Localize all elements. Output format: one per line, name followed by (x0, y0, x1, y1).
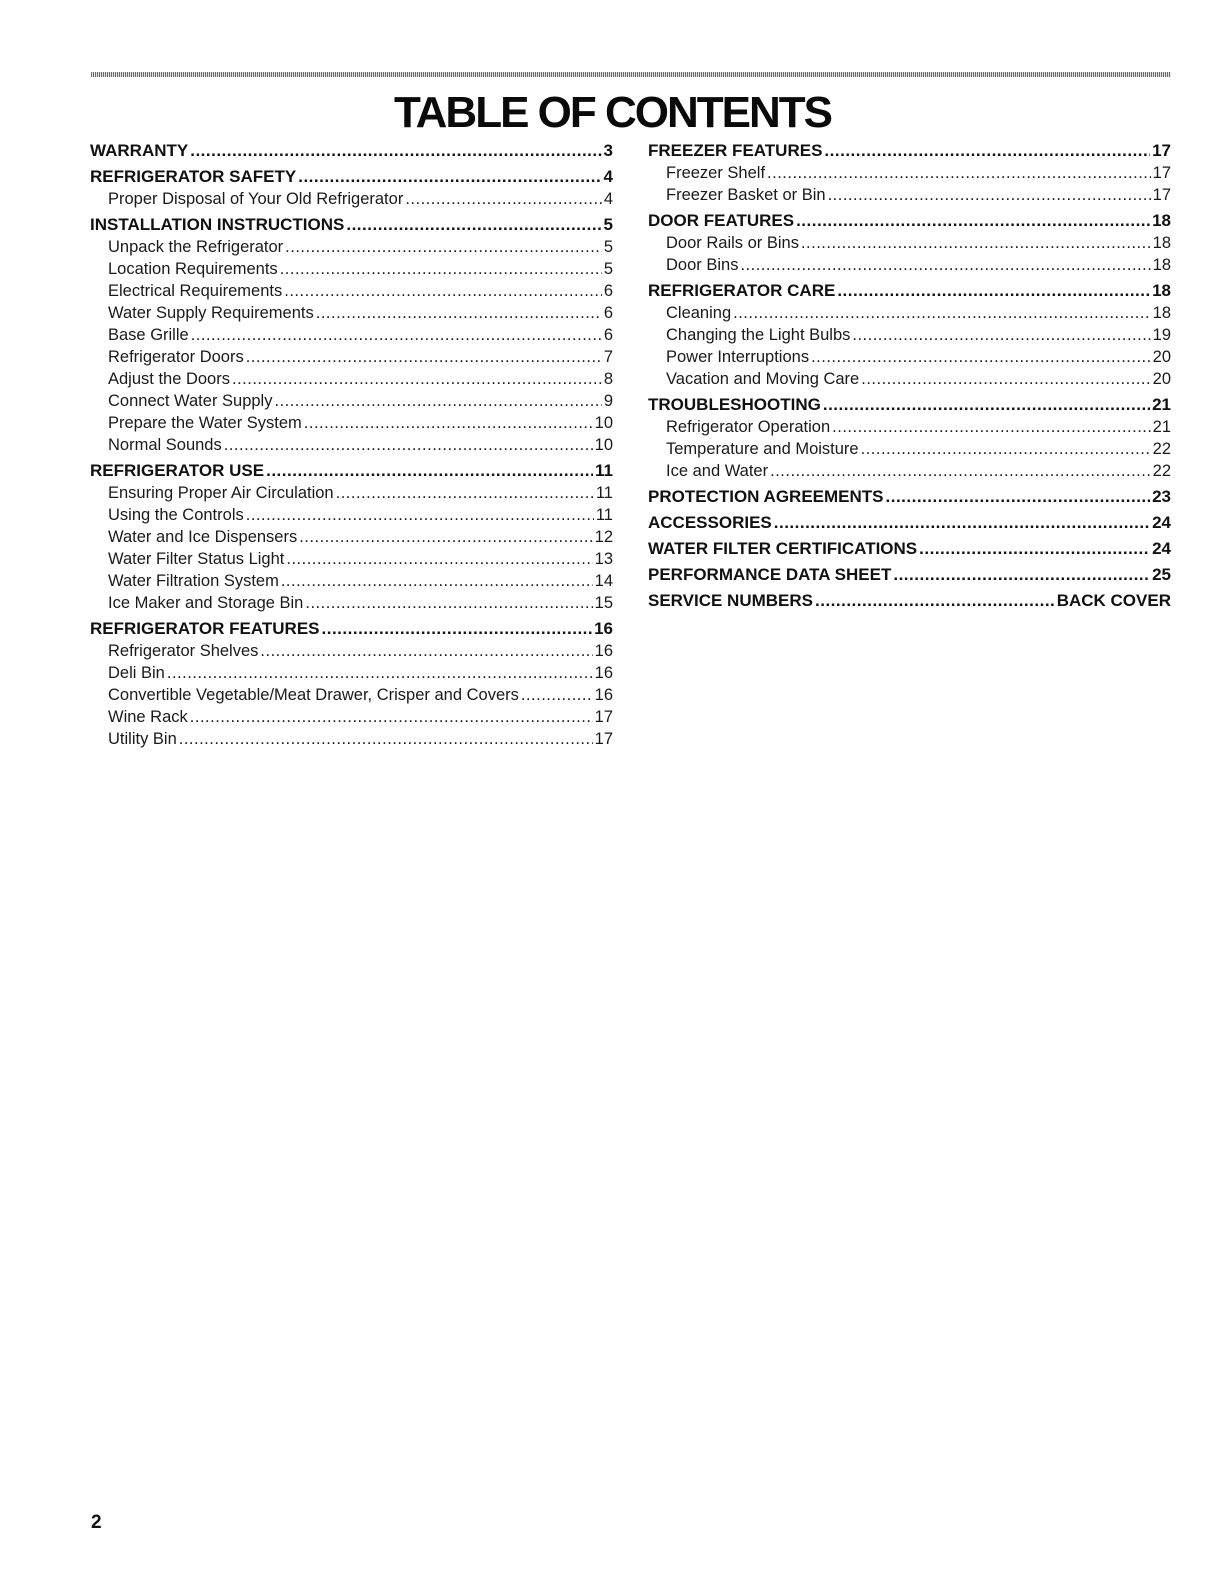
toc-entry-page: 11 (595, 461, 613, 480)
toc-entry-power-interruptions[interactable] (648, 346, 1171, 368)
toc-entry-label: Deli Bin (108, 664, 165, 682)
toc-entry-freezer-features[interactable] (648, 140, 1171, 162)
toc-entry-warranty[interactable] (90, 140, 613, 162)
toc-entry-label: Ice Maker and Storage Bin (108, 594, 304, 612)
toc-entry-page: 8 (603, 370, 613, 388)
dot-leader (346, 214, 601, 236)
toc-entry-page: 17 (1152, 186, 1171, 204)
toc-entry-page: 18 (1152, 304, 1171, 322)
toc-entry-page: 24 (1152, 513, 1171, 532)
toc-entry-page: 17 (1152, 164, 1171, 182)
dot-leader (280, 258, 602, 280)
toc-entry-installation-instructions[interactable] (90, 214, 613, 236)
toc-entry-label: Utility Bin (108, 730, 177, 748)
dot-leader (811, 346, 1151, 368)
toc-entry-unpack-the-refrigerator[interactable] (90, 236, 613, 258)
toc-entry-refrigerator-operation[interactable] (648, 416, 1171, 438)
toc-entry-label: ACCESSORIES (648, 513, 772, 532)
toc-entry-water-and-ice-dispensers[interactable] (90, 526, 613, 548)
dot-leader (801, 232, 1151, 254)
header-rule (91, 72, 1171, 77)
toc-entry-page: 18 (1152, 211, 1171, 230)
toc-entry-performance-data-sheet[interactable] (648, 564, 1171, 586)
toc-entry-page: 23 (1152, 487, 1171, 506)
toc-entry-page: 13 (594, 550, 613, 568)
toc-entry-label: Freezer Shelf (666, 164, 766, 182)
toc-entry-page: 4 (603, 190, 613, 208)
toc-entry-normal-sounds[interactable] (90, 434, 613, 456)
toc-entry-page: 6 (603, 304, 613, 322)
toc-entry-page: 22 (1152, 462, 1171, 480)
toc-entry-refrigerator-shelves[interactable] (90, 640, 613, 662)
toc-entry-page: 10 (594, 414, 613, 432)
toc-entry-page: 20 (1152, 370, 1171, 388)
toc-entry-freezer-shelf[interactable] (648, 162, 1171, 184)
toc-entry-page: BACK COVER (1056, 591, 1171, 610)
toc-entry-base-grille[interactable] (90, 324, 613, 346)
toc-entry-page: 17 (594, 730, 613, 748)
toc-entry-adjust-the-doors[interactable] (90, 368, 613, 390)
toc-entry-page: 11 (595, 506, 613, 524)
dot-leader (286, 548, 592, 570)
dot-leader (260, 640, 592, 662)
dot-leader (322, 618, 593, 640)
dot-leader (179, 728, 593, 750)
toc-entry-page: 5 (603, 238, 613, 256)
dot-leader (167, 662, 593, 684)
toc-entry-page: 11 (595, 484, 613, 502)
toc-entry-label: Refrigerator Operation (666, 418, 831, 436)
toc-entry-connect-water-supply[interactable] (90, 390, 613, 412)
toc-entry-refrigerator-features[interactable] (90, 618, 613, 640)
toc-entry-door-rails-or-bins[interactable] (648, 232, 1171, 254)
toc-entry-location-requirements[interactable] (90, 258, 613, 280)
toc-entry-page: 5 (603, 215, 613, 234)
dot-leader (861, 368, 1150, 390)
dot-leader (824, 140, 1150, 162)
toc-entry-label: SERVICE NUMBERS (648, 591, 813, 610)
toc-entry-label: Adjust the Doors (108, 370, 230, 388)
toc-entry-label: Ice and Water (666, 462, 769, 480)
dot-leader (304, 412, 593, 434)
toc-entry-page: 9 (603, 392, 613, 410)
toc-entry-page: 4 (603, 167, 613, 186)
toc-entry-label: Connect Water Supply (108, 392, 273, 410)
dot-leader (190, 706, 593, 728)
dot-leader (305, 592, 592, 614)
toc-entry-label: Water Supply Requirements (108, 304, 314, 322)
toc-entry-page: 17 (594, 708, 613, 726)
toc-entry-using-the-controls[interactable] (90, 504, 613, 526)
toc-left-column (90, 140, 613, 750)
toc-entry-page: 16 (594, 686, 613, 704)
toc-entry-protection-agreements[interactable] (648, 486, 1171, 508)
dot-leader (284, 280, 602, 302)
toc-entry-page: 14 (594, 572, 613, 590)
toc-entry-page: 22 (1152, 440, 1171, 458)
dot-leader (796, 210, 1150, 232)
toc-entry-label: Base Grille (108, 326, 189, 344)
toc-entry-label: REFRIGERATOR CARE (648, 281, 836, 300)
toc-entry-label: Changing the Light Bulbs (666, 326, 851, 344)
dot-leader (274, 390, 601, 412)
toc-entry-page: 17 (1152, 141, 1171, 160)
dot-leader (285, 236, 602, 258)
toc-entry-ice-and-water[interactable] (648, 460, 1171, 482)
dot-leader (767, 162, 1151, 184)
dot-leader (521, 684, 593, 706)
toc-entry-convertible-vegetable-meat-drawer-crisper-and-covers[interactable] (90, 684, 613, 706)
toc-entry-page: 7 (603, 348, 613, 366)
toc-entry-proper-disposal-of-your-old-refrigerator[interactable] (90, 188, 613, 210)
toc-entry-door-bins[interactable] (648, 254, 1171, 276)
toc-entry-page: 21 (1152, 395, 1171, 414)
dot-leader (191, 324, 602, 346)
toc-entry-ice-maker-and-storage-bin[interactable] (90, 592, 613, 614)
toc-entry-page: 21 (1152, 418, 1171, 436)
dot-leader (299, 526, 592, 548)
toc-entry-service-numbers[interactable] (648, 590, 1171, 612)
toc-entry-page: 12 (594, 528, 613, 546)
toc-entry-page: 18 (1152, 281, 1171, 300)
toc-entry-refrigerator-doors[interactable] (90, 346, 613, 368)
toc-entry-page: 24 (1152, 539, 1171, 558)
toc-entry-page: 15 (594, 594, 613, 612)
toc-entry-label: Water and Ice Dispensers (108, 528, 298, 546)
toc-entry-label: WATER FILTER CERTIFICATIONS (648, 539, 918, 558)
toc-entry-label: DOOR FEATURES (648, 211, 795, 230)
toc-entry-label: REFRIGERATOR FEATURES (90, 619, 320, 638)
toc-entry-label: Ensuring Proper Air Circulation (108, 484, 334, 502)
toc-entry-label: Refrigerator Shelves (108, 642, 259, 660)
toc-entry-wine-rack[interactable] (90, 706, 613, 728)
toc-entry-temperature-and-moisture[interactable] (648, 438, 1171, 460)
dot-leader (281, 570, 593, 592)
dot-leader (246, 346, 602, 368)
toc-entry-label: Convertible Vegetable/Meat Drawer, Crisper and Covers (108, 686, 519, 704)
toc-entry-door-features[interactable] (648, 210, 1171, 232)
toc-entry-label: Unpack the Refrigerator (108, 238, 284, 256)
toc-entry-troubleshooting[interactable] (648, 394, 1171, 416)
toc-right-column (648, 140, 1171, 612)
toc-entry-page: 6 (603, 282, 613, 300)
toc-entry-utility-bin[interactable] (90, 728, 613, 750)
dot-leader (316, 302, 602, 324)
toc-entry-label: Normal Sounds (108, 436, 222, 454)
toc-entry-label: REFRIGERATOR SAFETY (90, 167, 297, 186)
toc-entry-label: Water Filtration System (108, 572, 279, 590)
toc-entry-refrigerator-care[interactable] (648, 280, 1171, 302)
toc-entry-electrical-requirements[interactable] (90, 280, 613, 302)
dot-leader (886, 486, 1151, 508)
dot-leader (266, 460, 593, 482)
toc-entry-refrigerator-safety[interactable] (90, 166, 613, 188)
toc-entry-label: Proper Disposal of Your Old Refrigerator (108, 190, 404, 208)
toc-entry-label: Prepare the Water System (108, 414, 302, 432)
dot-leader (815, 590, 1055, 612)
toc-entry-label: Location Requirements (108, 260, 278, 278)
toc-entry-page: 6 (603, 326, 613, 344)
toc-entry-label: Using the Controls (108, 506, 244, 524)
toc-entry-label: Freezer Basket or Bin (666, 186, 826, 204)
toc-entry-page: 16 (594, 664, 613, 682)
toc-entry-label: INSTALLATION INSTRUCTIONS (90, 215, 345, 234)
dot-leader (405, 188, 601, 210)
toc-entry-deli-bin[interactable] (90, 662, 613, 684)
toc-entry-label: PERFORMANCE DATA SHEET (648, 565, 892, 584)
toc-entry-page: 3 (603, 141, 613, 160)
toc-entry-vacation-and-moving-care[interactable] (648, 368, 1171, 390)
page-title: TABLE OF CONTENTS (394, 88, 831, 137)
dot-leader (336, 482, 594, 504)
toc-entry-label: Refrigerator Doors (108, 348, 244, 366)
toc-entry-page: 18 (1152, 256, 1171, 274)
toc-entry-page: 19 (1152, 326, 1171, 344)
toc-entry-water-filter-status-light[interactable] (90, 548, 613, 570)
toc-entry-label: PROTECTION AGREEMENTS (648, 487, 884, 506)
toc-entry-refrigerator-use[interactable] (90, 460, 613, 482)
toc-entry-label: Temperature and Moisture (666, 440, 859, 458)
toc-entry-label: Electrical Requirements (108, 282, 283, 300)
dot-leader (832, 416, 1150, 438)
toc-entry-page: 18 (1152, 234, 1171, 252)
toc-entry-water-filtration-system[interactable] (90, 570, 613, 592)
dot-leader (823, 394, 1150, 416)
dot-leader (246, 504, 594, 526)
toc-entry-cleaning[interactable] (648, 302, 1171, 324)
dot-leader (893, 564, 1150, 586)
toc-entry-label: Door Rails or Bins (666, 234, 799, 252)
toc-entry-label: Vacation and Moving Care (666, 370, 860, 388)
toc-entry-label: Door Bins (666, 256, 739, 274)
toc-entry-label: WARRANTY (90, 141, 189, 160)
toc-entry-prepare-the-water-system[interactable] (90, 412, 613, 434)
toc-entry-accessories[interactable] (648, 512, 1171, 534)
toc-entry-water-filter-certifications[interactable] (648, 538, 1171, 560)
dot-leader (861, 438, 1151, 460)
toc-entry-label: Power Interruptions (666, 348, 810, 366)
dot-leader (298, 166, 601, 188)
toc-entry-label: Wine Rack (108, 708, 188, 726)
toc-entry-label: Cleaning (666, 304, 732, 322)
toc-entry-label: REFRIGERATOR USE (90, 461, 265, 480)
toc-entry-label: Water Filter Status Light (108, 550, 285, 568)
dot-leader (733, 302, 1151, 324)
toc-entry-freezer-basket-or-bin[interactable] (648, 184, 1171, 206)
toc-entry-label: FREEZER FEATURES (648, 141, 823, 160)
page-number: 2 (91, 1512, 102, 1533)
dot-leader (837, 280, 1150, 302)
dot-leader (852, 324, 1150, 346)
toc-entry-page: 25 (1152, 565, 1171, 584)
toc-entry-page: 5 (603, 260, 613, 278)
dot-leader (232, 368, 602, 390)
dot-leader (919, 538, 1150, 560)
dot-leader (224, 434, 593, 456)
toc-entry-ensuring-proper-air-circulation[interactable] (90, 482, 613, 504)
toc-entry-water-supply-requirements[interactable] (90, 302, 613, 324)
dot-leader (770, 460, 1151, 482)
toc-entry-changing-the-light-bulbs[interactable] (648, 324, 1171, 346)
toc-entry-page: 10 (594, 436, 613, 454)
dot-leader (828, 184, 1151, 206)
toc-entry-page: 16 (594, 619, 613, 638)
dot-leader (774, 512, 1150, 534)
toc-entry-page: 16 (594, 642, 613, 660)
toc-entry-page: 20 (1152, 348, 1171, 366)
dot-leader (190, 140, 601, 162)
dot-leader (740, 254, 1150, 276)
toc-entry-label: TROUBLESHOOTING (648, 395, 821, 414)
